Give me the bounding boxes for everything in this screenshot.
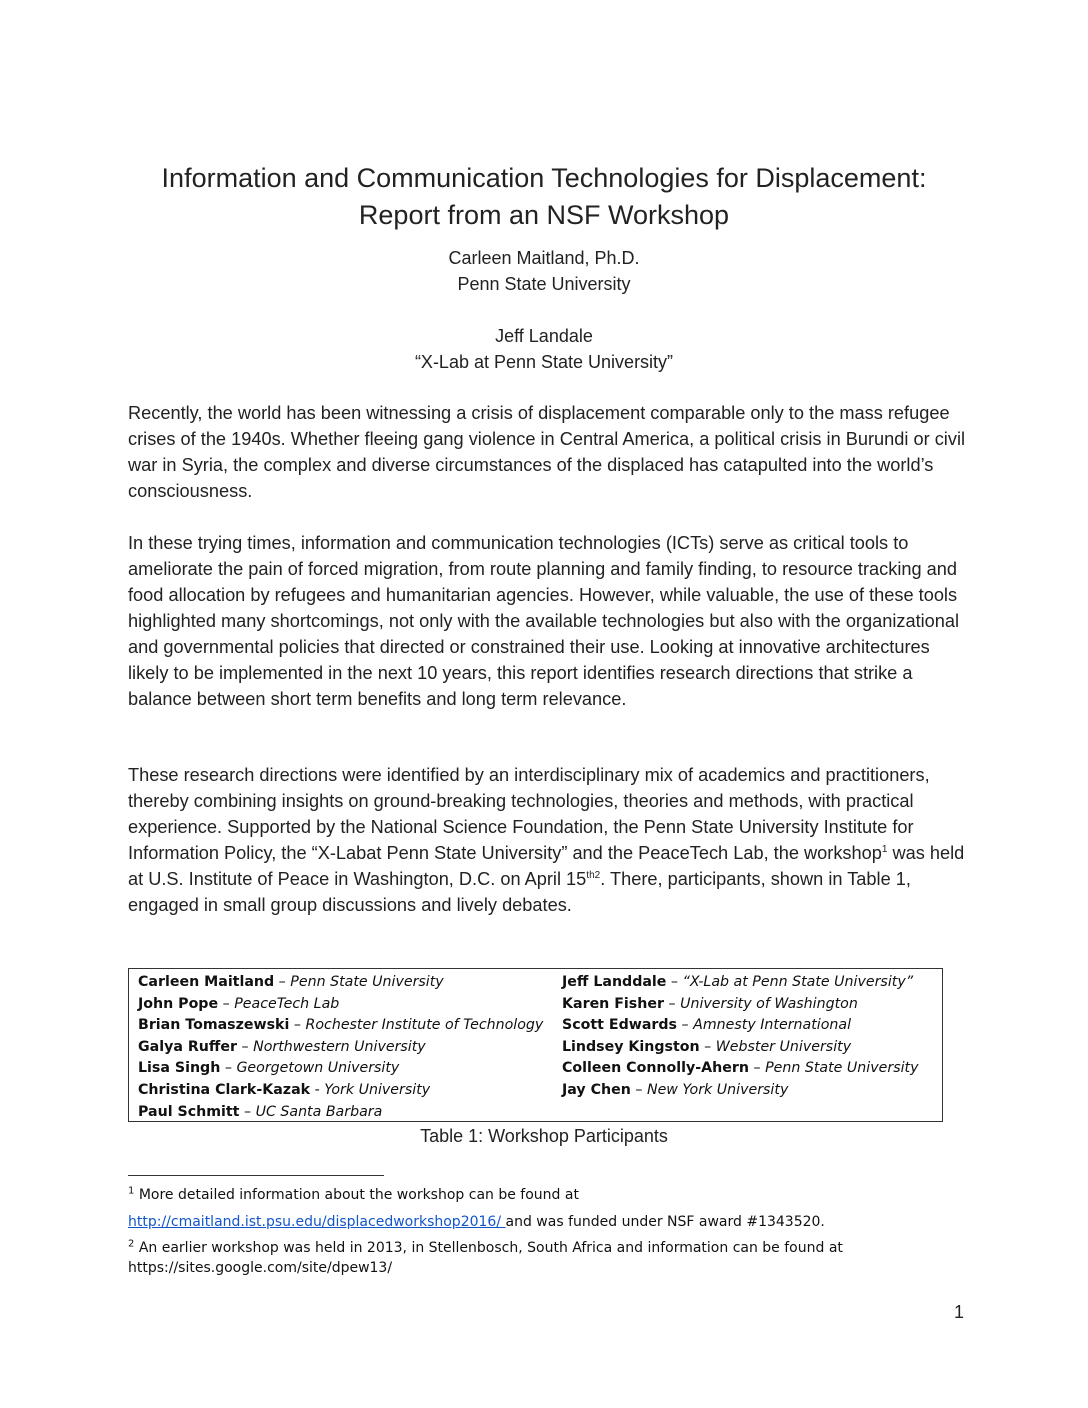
- paragraph-3-text-c: . There, participants, shown in Table 1, engaged in small group discussions and lively debates.: [128, 869, 911, 915]
- footnote-2-marker: 2: [128, 1238, 135, 1250]
- participant-name: Lindsey Kingston: [562, 1038, 700, 1055]
- body-paragraph-2: In these trying times, information and communication technologies (ICTs) serve as critical tools to ameliorate the pain of forced migration, from route planning and family finding, to resource tracking and food allocation by refugees and humanitarian agencies. However, while valuable, the use of these tools highlighted many shortcomings, not only with the available technologies but also with the organizational and governmental policies that directed or constrained their use. Looking at innovative architectures likely to be implemented in the next 10 years, this report identifies research directions that strike a balance between short term benefits and long term relevance.: [128, 533, 960, 709]
- footnote-1-link[interactable]: http://cmaitland.ist.psu.edu/displacedworkshop2016/: [128, 1214, 506, 1230]
- title-line-2: Report from an NSF Workshop: [358, 200, 730, 230]
- footnote-ref-1: 1: [881, 843, 888, 855]
- participant-name: Carleen Maitland: [138, 974, 275, 990]
- participant-organization: Northwestern University: [253, 1038, 426, 1055]
- participants-right-column: [562, 972, 919, 1102]
- participant-row: [138, 1037, 543, 1059]
- participant-organization: University of Washington: [680, 995, 858, 1012]
- participant-row: [562, 1058, 919, 1080]
- participant-name: Jeff Landdale: [562, 974, 667, 990]
- participant-row: [138, 1058, 543, 1080]
- participants-table: [128, 968, 943, 1122]
- footnote-1-line-2: [128, 1212, 968, 1232]
- title-line-1: Information and Communication Technologies for Displacement:: [161, 163, 927, 193]
- participant-separator: –: [666, 974, 683, 990]
- participant-separator: –: [274, 974, 291, 990]
- participant-organization: PeaceTech Lab: [234, 995, 340, 1012]
- participant-organization: “X-Lab at Penn State University”: [682, 974, 914, 990]
- participant-separator: –: [220, 1060, 237, 1077]
- participant-row: [138, 1015, 543, 1037]
- participant-separator: –: [289, 1017, 306, 1034]
- participant-name: John Pope: [138, 995, 219, 1012]
- body-paragraph-1: Recently, the world has been witnessing a crisis of displacement comparable only to the mass refugee crises of the 1940s. Whether fleeing gang violence in Central America, a political crisis in Burundi or civil war in Syria, the complex and diverse circumstances of the displaced has catapulted into the world’s consciousness.: [128, 403, 966, 501]
- participant-organization: Rochester Institute of Technology: [305, 1017, 544, 1034]
- participant-row: [138, 994, 543, 1016]
- author-1-name: Carleen Maitland, Ph.D.: [448, 248, 640, 268]
- participant-separator: –: [239, 1103, 256, 1120]
- participant-separator: –: [677, 1017, 694, 1034]
- footnote-2-line-1: [128, 1238, 968, 1258]
- participant-row: [138, 1080, 543, 1102]
- participant-organization: Webster University: [715, 1038, 852, 1055]
- participant-name: Paul Schmitt: [138, 1103, 240, 1120]
- participant-organization: Georgetown University: [236, 1060, 400, 1077]
- participant-row: [562, 994, 919, 1016]
- author-2-affiliation: “X-Lab at Penn State University”: [414, 352, 674, 372]
- participant-row: [562, 972, 919, 994]
- participant-separator: –: [748, 1060, 766, 1077]
- participant-separator: –: [236, 1038, 254, 1055]
- participant-name: Lisa Singh: [138, 1060, 221, 1077]
- participant-row: [138, 1102, 543, 1124]
- participant-organization: UC Santa Barbara: [255, 1103, 383, 1120]
- participant-row: [562, 1037, 919, 1059]
- participant-row: [138, 972, 543, 994]
- participant-separator: –: [218, 995, 235, 1012]
- table-caption: Table 1: Workshop Participants: [420, 1126, 668, 1146]
- footnote-divider: [128, 1175, 384, 1176]
- participant-name: Colleen Connolly-Ahern: [562, 1060, 749, 1077]
- ordinal-footnote-ref-2: th2: [586, 869, 601, 881]
- participant-name: Brian Tomaszewski: [138, 1017, 290, 1034]
- participant-organization: New York University: [646, 1081, 789, 1098]
- participant-organization: Penn State University: [290, 974, 444, 990]
- participant-row: [562, 1015, 919, 1037]
- participant-name: Karen Fisher: [562, 995, 664, 1012]
- participant-name: Galya Ruffer: [138, 1038, 237, 1055]
- participants-left-column: [138, 972, 543, 1123]
- paragraph-3-text-b: was held at U.S. Institute of Peace in Washington, D.C. on April 15: [128, 843, 965, 889]
- participant-name: Christina Clark-Kazak: [138, 1081, 311, 1098]
- footnote-1-text: More detailed information about the workshop can be found at: [134, 1187, 579, 1203]
- participant-organization: Amnesty International: [693, 1017, 852, 1034]
- participant-name: Scott Edwards: [562, 1017, 678, 1034]
- participant-organization: Penn State University: [765, 1060, 919, 1077]
- footnote-1-line-1: [128, 1185, 968, 1205]
- page-number: 1: [953, 1302, 964, 1322]
- participant-separator: –: [699, 1038, 716, 1055]
- footnote-1-marker: 1: [128, 1185, 135, 1197]
- participant-separator: -: [310, 1081, 325, 1098]
- footnote-1-tail: and was funded under NSF award #1343520.: [505, 1214, 825, 1230]
- participant-organization: York University: [324, 1081, 431, 1098]
- author-2-name: Jeff Landale: [495, 326, 593, 346]
- participant-row: [562, 1080, 919, 1102]
- participant-separator: –: [663, 995, 681, 1012]
- paragraph-3-text-a: These research directions were identified by an interdisciplinary mix of academics and practitioners, thereby combining insights on ground-breaking technologies, theories and methods, with practical experience. Supported by the National Science Foundation, the Penn State University Institute for Information Policy, the “X-Labat Penn State University” and the PeaceTech Lab, the workshop: [128, 765, 930, 863]
- participant-name: Jay Chen: [562, 1081, 631, 1098]
- author-1-affiliation: Penn State University: [457, 274, 631, 294]
- footnote-2-text: An earlier workshop was held in 2013, in Stellenbosch, South Africa and information can be found at: [134, 1240, 843, 1256]
- participant-separator: –: [630, 1081, 647, 1098]
- footnote-2-url: https://sites.google.com/site/dpew13/: [128, 1260, 393, 1276]
- body-paragraph-3: [128, 762, 968, 918]
